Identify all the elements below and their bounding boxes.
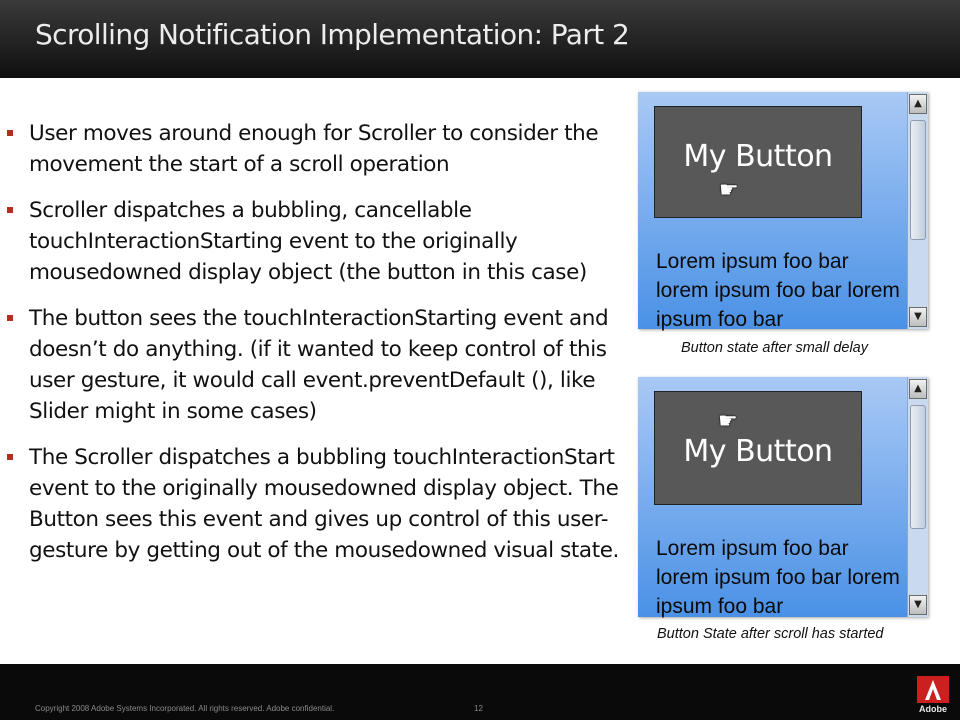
scroll-down-arrow-icon[interactable]: ▼ [909,595,927,615]
bullet-marker-icon [7,315,13,321]
slide-footer [0,664,960,720]
scroll-up-arrow-icon[interactable]: ▲ [909,379,927,399]
demo-panel-small-delay [638,92,928,329]
button-label: My Button [683,139,833,174]
scroll-up-arrow-icon[interactable]: ▲ [909,94,927,114]
hand-cursor-icon: ☛ [718,409,738,434]
bullet-item [0,442,640,566]
copyright-text: Copyright 2008 Adobe Systems Incorporated. All rights reserved. Adobe confidential. [35,704,335,713]
demo-panel-scroll-started [638,377,928,617]
bullet-text: User moves around enough for Scroller to consider the movement the start of a scroll operation [29,121,599,177]
scroll-thumb[interactable] [910,120,926,240]
my-button-demo[interactable] [654,106,862,218]
page-number: 12 [474,704,483,713]
bullet-marker-icon [7,454,13,460]
lorem-text: Lorem ipsum foo bar lorem ipsum foo bar lorem ipsum foo bar [656,250,900,331]
vertical-scrollbar[interactable] [907,377,928,617]
vertical-scrollbar[interactable] [907,92,928,329]
bullet-text: The Scroller dispatches a bubbling touchInteractionStart event to the originally mousedowned display object. The Button sees this event and gives up control of this user-gesture by getting out of the mousedowned visual state. [29,445,619,563]
demo-caption: Button State after scroll has started [657,626,884,642]
bullet-text: The button sees the touchInteractionStarting event and doesn’t do anything. (if it wanted to keep control of this user gesture, it would call event.preventDefault (), like Slider might in some cases) [29,306,609,424]
bullet-list [0,118,640,581]
bullet-item [0,303,640,427]
scroll-thumb[interactable] [910,405,926,529]
logo-text: Adobe [919,704,947,714]
button-label: My Button [683,434,833,469]
slide-title: Scrolling Notification Implementation: Part 2 [35,18,630,51]
bullet-item [0,118,640,180]
bullet-text: Scroller dispatches a bubbling, cancellable touchInteractionStarting event to the originally mousedowned display object (the button in this case) [29,198,587,285]
slide-header [0,0,960,78]
adobe-logo-icon [914,676,952,716]
bullet-marker-icon [7,130,13,136]
demo-caption: Button state after small delay [681,340,868,356]
my-button-demo[interactable] [654,391,862,505]
bullet-marker-icon [7,207,13,213]
hand-cursor-icon: ☛ [719,178,739,203]
scroll-down-arrow-icon[interactable]: ▼ [909,307,927,327]
lorem-text: Lorem ipsum foo bar lorem ipsum foo bar lorem ipsum foo bar [656,537,900,618]
bullet-item [0,195,640,288]
